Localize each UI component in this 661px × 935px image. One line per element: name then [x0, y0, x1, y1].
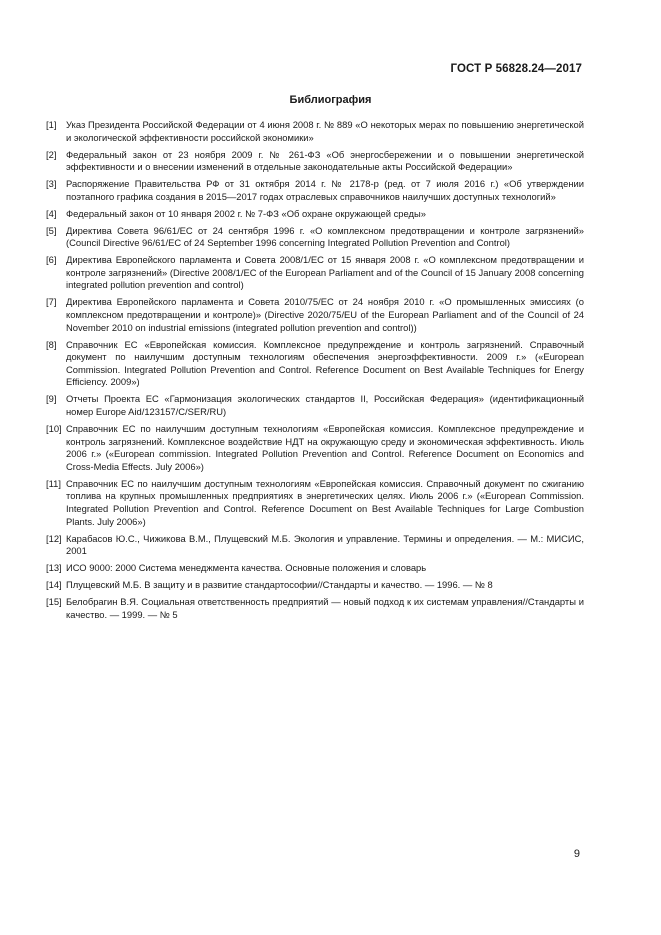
reference-number: [1] [46, 119, 57, 130]
reference-number: [11] [46, 477, 61, 489]
bibliography-item [46, 339, 584, 389]
reference-number: [7] [46, 296, 57, 308]
bibliography-item [46, 478, 584, 528]
reference-text: ИСО 9000: 2000 Система менеджмента качества. Основные положения и словарь [66, 562, 427, 574]
bibliography-item [46, 393, 584, 418]
reference-text: Федеральный закон от 10 января 2002 г. № 7-ФЗ «Об охране окружающей среды» [66, 207, 426, 219]
page-title: Библиография [289, 94, 372, 106]
reference-number: [15] [46, 596, 62, 608]
standard-code: ГОСТ Р 56828.24—2017 [450, 63, 582, 75]
bibliography-item [46, 596, 584, 621]
reference-text: Директива Европейского парламента и Совета 2008/1/ЕС от 15 января 2008 г. «О комплексном предотвращении и контроле загрязнений» (Directive 2008/1/EC of the European Parliament and of the Council of 15 January 2008 concerning integrated pollution prevention and control) [66, 254, 584, 291]
reference-text: Директива Совета 96/61/ЕС от 24 сентября 1996 г. «О комплексном предотвращении и контроле загрязнений» (Council Directive 96/61/EC of 24 September 1996 concerning Integrated Pollution Prevention and Control) [66, 224, 584, 249]
bibliography-item [46, 533, 584, 558]
reference-text: Белобрагин В.Я. Социальная ответственность предприятий — новый подход к их системам управления//Стандарты и качество. — 1999. — № 5 [66, 596, 584, 620]
bibliography-item [46, 208, 584, 221]
reference-text: Директива Европейского парламента и Совета 2010/75/ЕС от 24 ноября 2010 г. «О промышленных эмиссиях (о комплексном предотвращении и контроле)» (Directive 2020/75/EU of the European Parliament and of the Council of 24 November 2010 on industrial emissions (integrated pollution prevention and control)) [66, 296, 584, 333]
bibliography-list [46, 119, 584, 626]
reference-number: [10] [46, 422, 62, 434]
reference-text: Отчеты Проекта ЕС «Гармонизация экологических стандартов II, Российская Федерация» (идентификационный номер Europe Aid/123157/C/SER/RU) [66, 393, 584, 417]
reference-text: Справочник ЕС по наилучшим доступным технологиям «Европейская комиссия. Комплексное предупреждение и контроль загрязнений. Комплексное воздействие НДТ на окружающую среду и экономическая эффективность. Июль 2006 г.» («European commission. Integrated Pollution Prevention and Control. Reference Document on Economics and Cross-Media Effects. July 2006») [66, 422, 584, 472]
bibliography-item [46, 423, 584, 473]
reference-number: [3] [46, 178, 57, 190]
reference-number: [12] [46, 532, 62, 544]
bibliography-item [46, 178, 584, 203]
bibliography-item [46, 296, 584, 334]
bibliography-item [46, 149, 584, 174]
bibliography-item [46, 562, 584, 575]
bibliography-item [46, 225, 584, 250]
reference-text: Федеральный закон от 23 ноября 2009 г. № 261-ФЗ «Об энергосбережении и о повышении энергетической эффективности и о внесении изменений в отдельные законодательные акты Российской Федерации» [66, 148, 584, 173]
reference-number: [8] [46, 338, 57, 350]
bibliography-item [46, 119, 584, 144]
reference-text: Справочник ЕС «Европейская комиссия. Комплексное предупреждение и контроль загрязнений. Справочный документ по наилучшим доступным технологиям обеспечения энергоэффективности. 2009 г.» («European Commission. Integrated Pollution Prevention and Control. Reference Document on Best Available Techniques for Energy Efficiency. 2009») [66, 338, 584, 388]
page-number: 9 [573, 848, 580, 860]
bibliography-item [46, 579, 584, 592]
bibliography-item [46, 254, 584, 292]
reference-number: [14] [46, 579, 62, 591]
reference-text: Карабасов Ю.С., Чижикова В.М., Плущевский М.Б. Экология и управление. Термины и определения. — М.: МИСИС, 2001 [66, 532, 584, 557]
reference-number: [5] [46, 224, 57, 236]
reference-text: Справочник ЕС по наилучшим доступным технологиям «Европейская комиссия. Справочный документ по сжиганию топлива на крупных промышленных предприятиях в энергетических целях. Июль 2006 г.» («European Commission. Integrated Pollution Prevention and Control. Reference Document on Best Available Techniques for Large Combustion Plants. July 2006») [66, 477, 584, 527]
reference-text: Плущевский М.Б. В защиту и в развитие стандартософии//Стандарты и качество. — 1996. — № 8 [66, 579, 493, 591]
reference-number: [4] [46, 207, 57, 219]
reference-text: Распоряжение Правительства РФ от 31 октября 2014 г. № 2178-р (ред. от 7 июля 2016 г.) «Об утверждении поэтапного графика создания в 2015—2017 годах отраслевых справочников наилучших доступных технологий» [66, 178, 584, 202]
reference-number: [13] [46, 562, 62, 574]
reference-text: Указ Президента Российской Федерации от 4 июня 2008 г. № 889 «О некоторых мерах по повышению энергетической и экологической эффективности российской экономики» [66, 119, 584, 143]
reference-number: [6] [46, 254, 57, 266]
reference-number: [2] [46, 148, 57, 160]
reference-number: [9] [46, 393, 57, 405]
